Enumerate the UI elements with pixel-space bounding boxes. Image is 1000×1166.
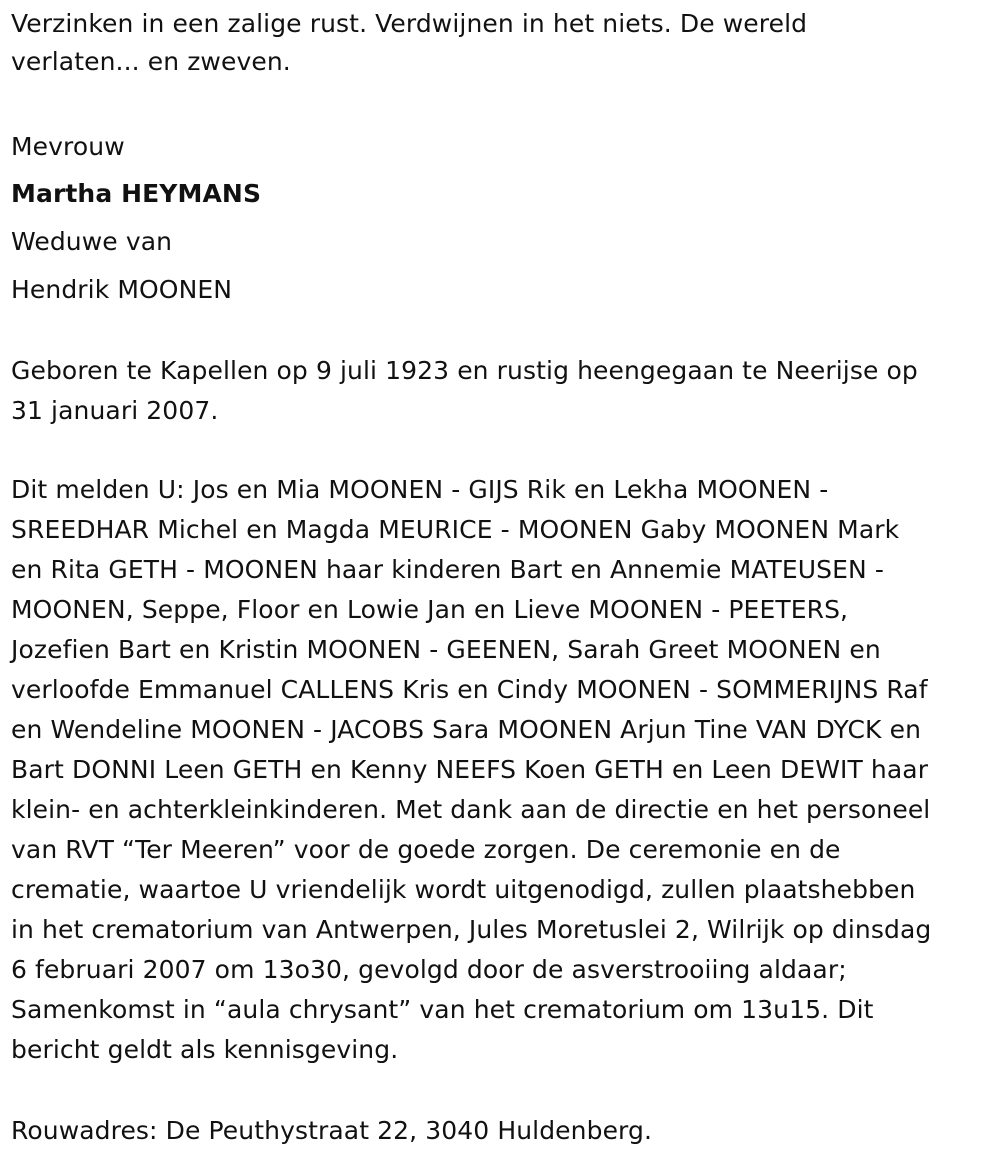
announcement-line: Samenkomst in “aula chrysant” van het crematorium om 13u15. Dit — [11, 995, 874, 1024]
intro-verse — [11, 5, 807, 81]
birth-death-line: Geboren te Kapellen op 9 juli 1923 en rustig heengegaan te Neerijse op — [11, 356, 918, 385]
announcement-line: klein- en achterkleinkinderen. Met dank aan de directie en het personeel — [11, 795, 931, 824]
announcement-line: MOONEN, Seppe, Floor en Lowie Jan en Lieve MOONEN - PEETERS, — [11, 595, 849, 624]
announcement-line: crematie, waartoe U vriendelijk wordt uitgenodigd, zullen plaatshebben — [11, 875, 916, 904]
announcement-line: in het crematorium van Antwerpen, Jules Moretuslei 2, Wilrijk op dinsdag — [11, 915, 932, 944]
relation-label: Weduwe van — [11, 227, 173, 256]
announcement-paragraph — [11, 470, 931, 1070]
announcement-line: bericht geldt als kennisgeving. — [11, 1035, 399, 1064]
announcement-line: Jozefien Bart en Kristin MOONEN - GEENEN, Sarah Greet MOONEN en — [11, 635, 881, 664]
announcement-line: 6 februari 2007 om 13o30, gevolgd door de asverstrooiing aldaar; — [11, 955, 847, 984]
intro-line: verlaten... en zweven. — [11, 47, 291, 76]
announcement-line: en Wendeline MOONEN - JACOBS Sara MOONEN Arjun Tine VAN DYCK en — [11, 715, 922, 744]
deceased-title: Mevrouw — [11, 132, 125, 161]
deceased-name: Martha HEYMANS — [11, 179, 262, 208]
spouse-name: Hendrik MOONEN — [11, 275, 233, 304]
mourning-address: Rouwadres: De Peuthystraat 22, 3040 Huldenberg. — [11, 1116, 653, 1145]
birth-death-statement — [11, 351, 918, 431]
birth-death-line: 31 januari 2007. — [11, 396, 219, 425]
announcement-line: SREEDHAR Michel en Magda MEURICE - MOONEN Gaby MOONEN Mark — [11, 515, 900, 544]
announcement-line: verloofde Emmanuel CALLENS Kris en Cindy MOONEN - SOMMERIJNS Raf — [11, 675, 928, 704]
announcement-line: van RVT “Ter Meeren” voor de goede zorgen. De ceremonie en de — [11, 835, 841, 864]
announcement-line: en Rita GETH - MOONEN haar kinderen Bart en Annemie MATEUSEN - — [11, 555, 885, 584]
intro-line: Verzinken in een zalige rust. Verdwijnen in het niets. De wereld — [11, 9, 808, 38]
announcement-line: Bart DONNI Leen GETH en Kenny NEEFS Koen GETH en Leen DEWIT haar — [11, 755, 929, 784]
announcement-line: Dit melden U: Jos en Mia MOONEN - GIJS Rik en Lekha MOONEN - — [11, 475, 829, 504]
